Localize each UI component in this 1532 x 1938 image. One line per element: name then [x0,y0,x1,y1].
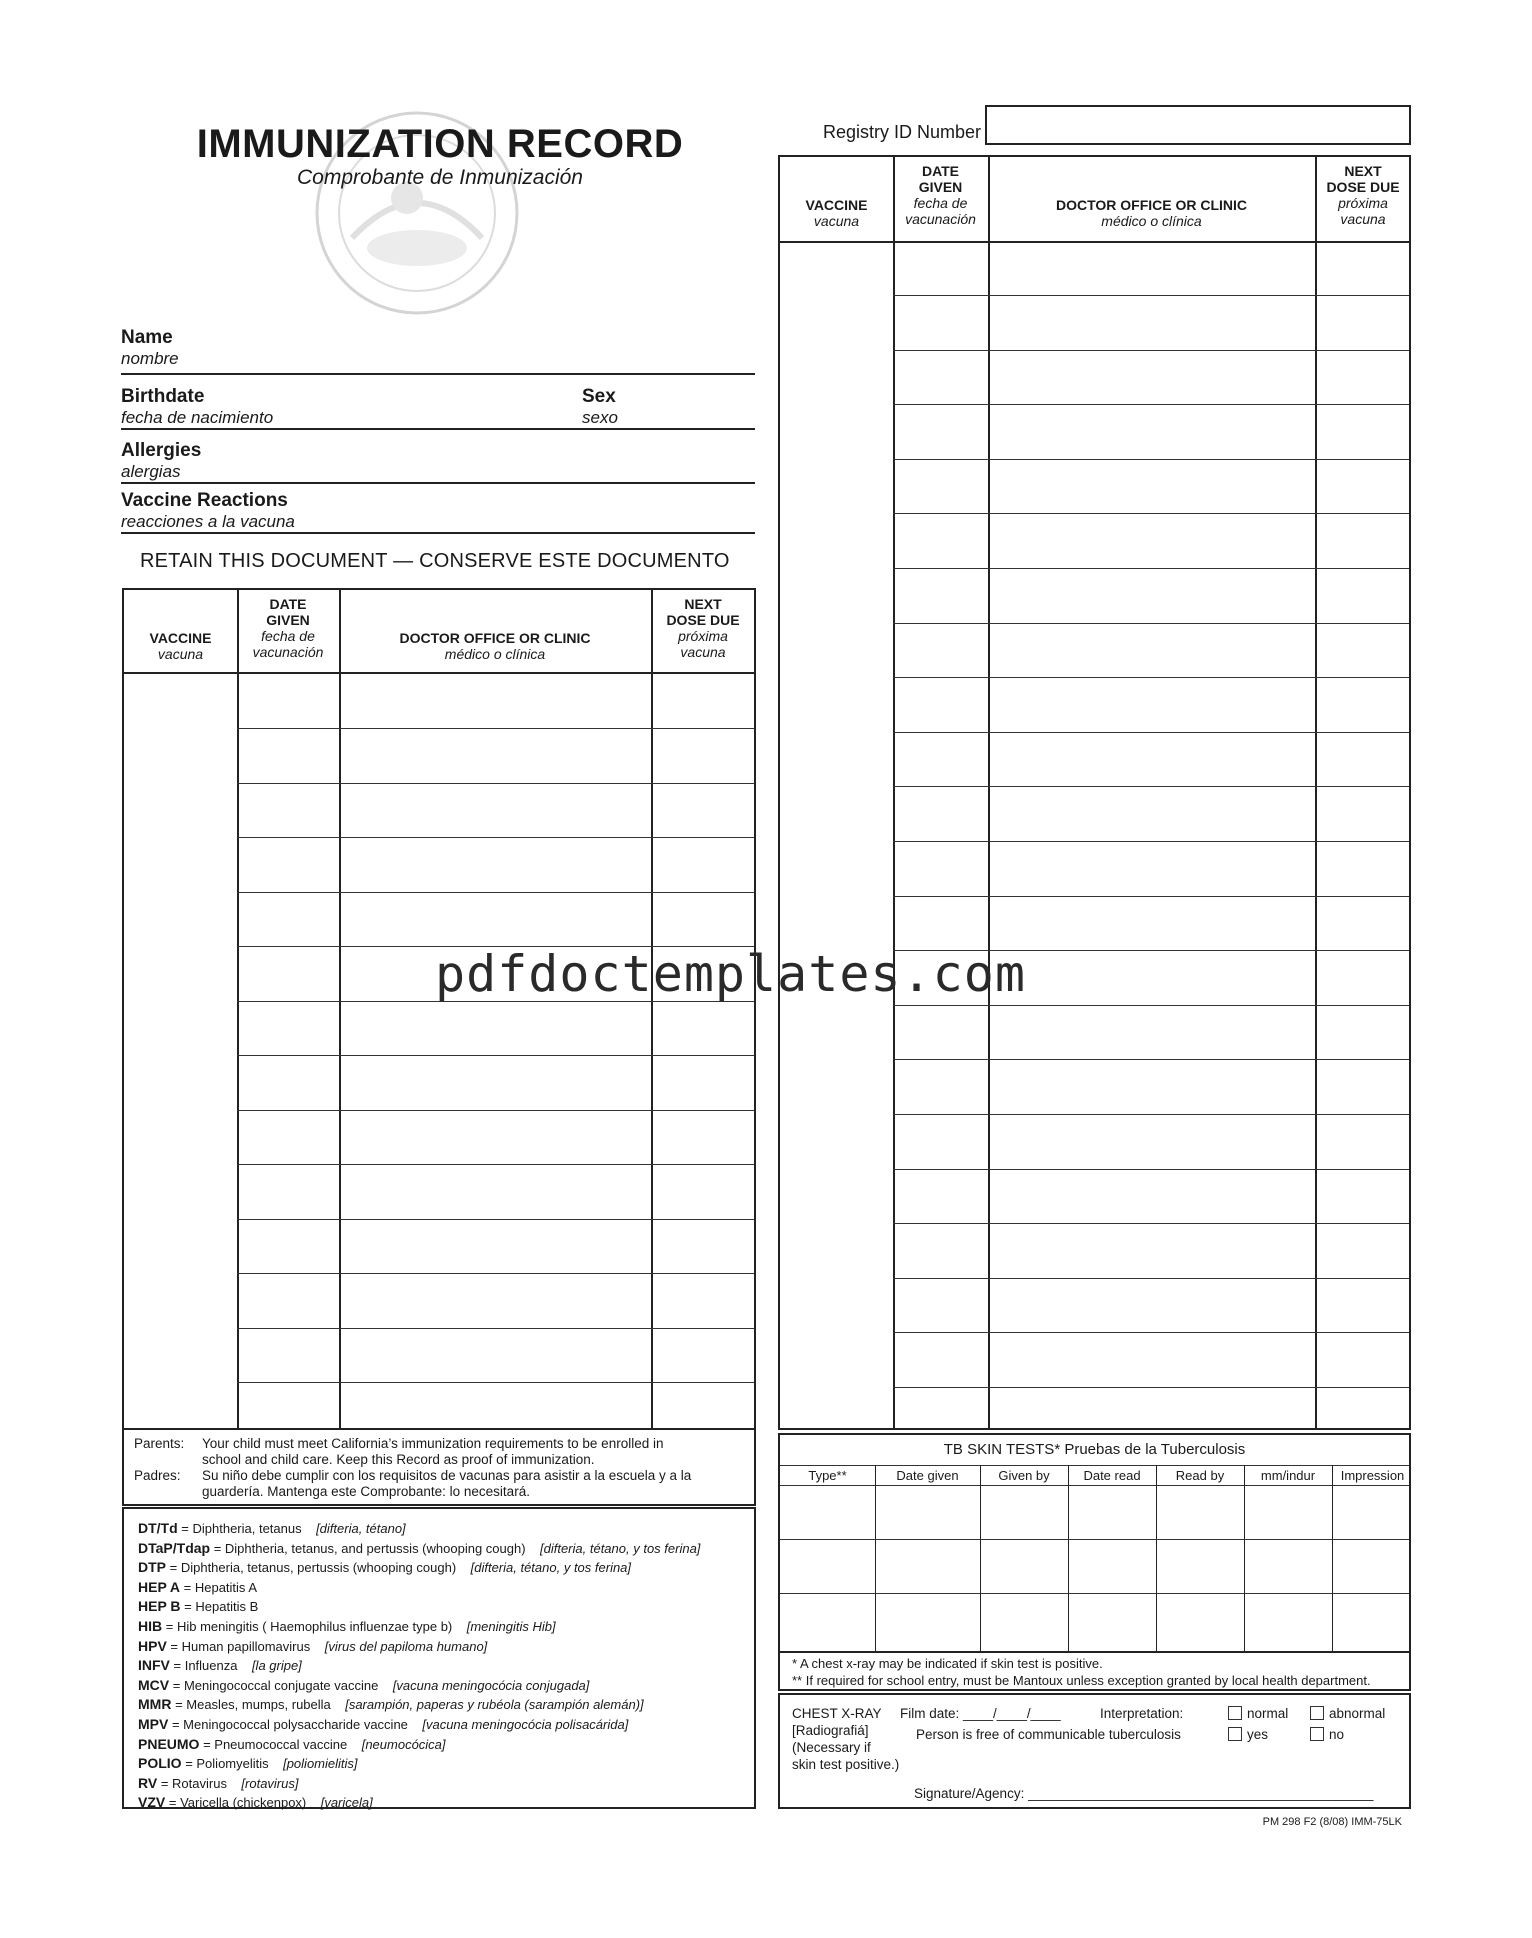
abbreviation-item: HIB = Hib meningitis ( Haemophilus influenzae type b) [meningitis Hib] [138,1617,556,1634]
tb-note-1: * A chest x-ray may be indicated if skin test is positive. [792,1656,1103,1671]
table-row[interactable] [780,786,1409,841]
left-vaccine-table [122,588,756,1430]
abbreviation-item: MMR = Measles, mumps, rubella [sarampión, paperas y rubéola (sarampión alemán)] [138,1696,644,1713]
tb-row[interactable] [780,1485,1409,1539]
table-row[interactable] [124,1164,754,1219]
allergies-field[interactable] [121,440,755,484]
page-title: IMMUNIZATION RECORD [196,122,684,166]
page-subtitle: Comprobante de Inmunización [296,166,583,189]
table-row[interactable] [124,1219,754,1274]
reactions-label-es: reacciones a la vacuna [121,512,295,531]
tb-column-header: Read by [1175,1468,1225,1483]
table-row[interactable] [780,677,1409,732]
date-given-header: DATE GIVEN fecha de vacunación [252,596,324,660]
abnormal-checkbox[interactable]: abnormal [1310,1705,1385,1722]
vaccine-header: VACCINE vacuna [149,630,212,662]
film-date-field[interactable]: Film date: ____/____/____ [900,1706,1061,1721]
table-row[interactable] [780,732,1409,787]
sex-field[interactable] [582,386,618,428]
table-row[interactable] [124,1273,754,1328]
tb-column-header: Date read [1083,1468,1141,1483]
table-row[interactable] [124,1055,754,1110]
abbreviation-item: VZV = Varicella (chickenpox) [varicela] [138,1794,373,1811]
table-row[interactable] [124,837,754,892]
doctor-header: DOCTOR OFFICE OR CLINIC médico o clínica [399,630,591,662]
doctor-header: DOCTOR OFFICE OR CLINIC médico o clínica [1055,197,1248,229]
table-row[interactable] [124,1001,754,1056]
table-row[interactable] [124,1328,754,1383]
no-checkbox[interactable]: no [1310,1726,1344,1743]
sex-label: Sex [582,386,616,407]
date-given-header: DATE GIVEN fecha de vacunación [905,163,976,227]
table-row[interactable] [780,350,1409,405]
table-row[interactable] [780,568,1409,623]
left-table-header [124,590,754,674]
allergies-label: Allergies [121,440,202,461]
abbreviation-item: DT/Td = Diphtheria, tetanus [difteria, tétano] [138,1520,406,1536]
right-vaccine-table [778,155,1411,1430]
name-field[interactable] [121,327,755,375]
next-dose-header: NEXT DOSE DUE próxima vacuna [1326,163,1400,227]
table-row[interactable] [780,1223,1409,1278]
signature-agency-field[interactable]: Signature/Agency: ______________________________________________ [914,1786,1374,1801]
table-row[interactable] [780,1169,1409,1224]
table-row[interactable] [780,459,1409,514]
tb-row[interactable] [780,1539,1409,1593]
xray-label: CHEST X-RAY [792,1706,882,1721]
tb-skin-tests-table [778,1433,1411,1653]
tb-note-2: ** If required for school entry, must be Mantoux unless exception granted by local health department. [792,1673,1371,1688]
table-row[interactable] [124,1110,754,1165]
tb-column-header: Impression [1340,1468,1405,1483]
retain-notice: RETAIN THIS DOCUMENT — CONSERVE ESTE DOCUMENTO [140,550,730,572]
interpretation-label: Interpretation: [1100,1706,1184,1721]
yes-checkbox[interactable]: yes [1228,1726,1268,1743]
form-number: PM 298 F2 (8/08) IMM-75LK [1262,1816,1402,1828]
reactions-label: Vaccine Reactions [121,490,288,511]
table-row[interactable] [124,728,754,783]
next-dose-header: NEXT DOSE DUE próxima vacuna [666,596,740,660]
birthdate-label: Birthdate [121,386,205,407]
abbreviation-item: MPV = Meningococcal polysaccharide vaccine [vacuna meningocócia polisacárida] [138,1715,629,1732]
vaccine-abbreviations [122,1507,756,1809]
tb-column-header: Given by [998,1468,1050,1483]
tb-title: TB SKIN TESTS* Pruebas de la Tuberculosis [943,1441,1246,1458]
birthdate-label-es: fecha de nacimiento [121,408,274,427]
table-row[interactable] [780,1332,1409,1387]
sex-label-es: sexo [582,408,618,427]
xray-label-es: [Radiografiá] [792,1723,869,1738]
tb-column-header: Date given [896,1468,959,1483]
registry-label: Registry ID Number [823,122,982,142]
table-row[interactable] [780,1278,1409,1333]
tb-free-label: Person is free of communicable tuberculosis [916,1727,1181,1742]
abbreviation-item: PNEUMO = Pneumococcal vaccine [neumocócica] [138,1735,446,1752]
table-row[interactable] [780,513,1409,568]
abbreviation-item: MCV = Meningococcal conjugate vaccine [vacuna meningocócia conjugada] [138,1676,590,1693]
table-row[interactable] [780,240,1409,295]
table-row[interactable] [780,404,1409,459]
table-row[interactable] [780,623,1409,678]
abbreviation-item: DTaP/Tdap = Diphtheria, tetanus, and pertussis (whooping cough) [difteria, tétano, y tos ferina] [138,1539,701,1556]
name-label-es: nombre [121,349,179,368]
tb-footnotes [778,1653,1411,1691]
vaccine-header: VACCINE vacuna [805,197,868,229]
table-row[interactable] [124,674,754,729]
vaccine-reactions-field[interactable] [121,490,755,534]
padres-label: Padres: [134,1468,181,1483]
registry-id-field[interactable] [985,105,1411,145]
abbreviation-item: DTP = Diphtheria, tetanus, pertussis (whooping cough) [difteria, tétano, y tos ferina] [138,1559,632,1576]
tb-column-header: Type** [808,1468,847,1483]
table-row[interactable] [780,295,1409,350]
tb-row[interactable] [780,1593,1409,1647]
abbreviation-item: RV = Rotavirus [rotavirus] [138,1774,299,1791]
watermark: pdfdoctemplates.com [435,945,1026,1003]
abbreviation-item: POLIO = Poliomyelitis [poliomielitis] [138,1755,358,1772]
abbreviation-item: INFV = Influenza [la gripe] [138,1657,302,1674]
table-row[interactable] [124,783,754,838]
parents-notice: Parents: Your child must meet California’s immunization requirements to be enrolled in school and child care. Keep this Record as proof of immunization. Padres: Su niño debe cumplir con los requisitos de vacunas para asistir a la escuela y a la guardería. Mantenga este Comprobante: lo necesitará. [122,1430,756,1506]
table-row[interactable] [780,1005,1409,1060]
table-row[interactable] [124,892,754,947]
birthdate-field[interactable] [121,386,755,430]
name-label: Name [121,327,173,348]
parents-label: Parents: [134,1436,185,1451]
abbreviation-item: HEP B = Hepatitis B [138,1598,259,1615]
abbreviation-item: HPV = Human papillomavirus [virus del papiloma humano] [138,1637,488,1654]
abbreviation-item: HEP A = Hepatitis A [138,1578,257,1595]
table-row[interactable] [780,896,1409,951]
table-row[interactable] [780,1059,1409,1114]
table-row[interactable] [780,841,1409,896]
table-row[interactable] [780,1114,1409,1169]
allergies-label-es: alergias [121,462,181,481]
chest-xray-section: CHEST X-RAY [Radiografiá] (Necessary if skin test positive.) Film date: ____/____/____ Interpretation: normal abnormal Person is free of communicable tuberculosis yes no Signature/Agency: ______________________________________________ [778,1693,1411,1809]
normal-checkbox[interactable]: normal [1228,1705,1288,1722]
tb-column-header: mm/indur [1260,1468,1316,1483]
